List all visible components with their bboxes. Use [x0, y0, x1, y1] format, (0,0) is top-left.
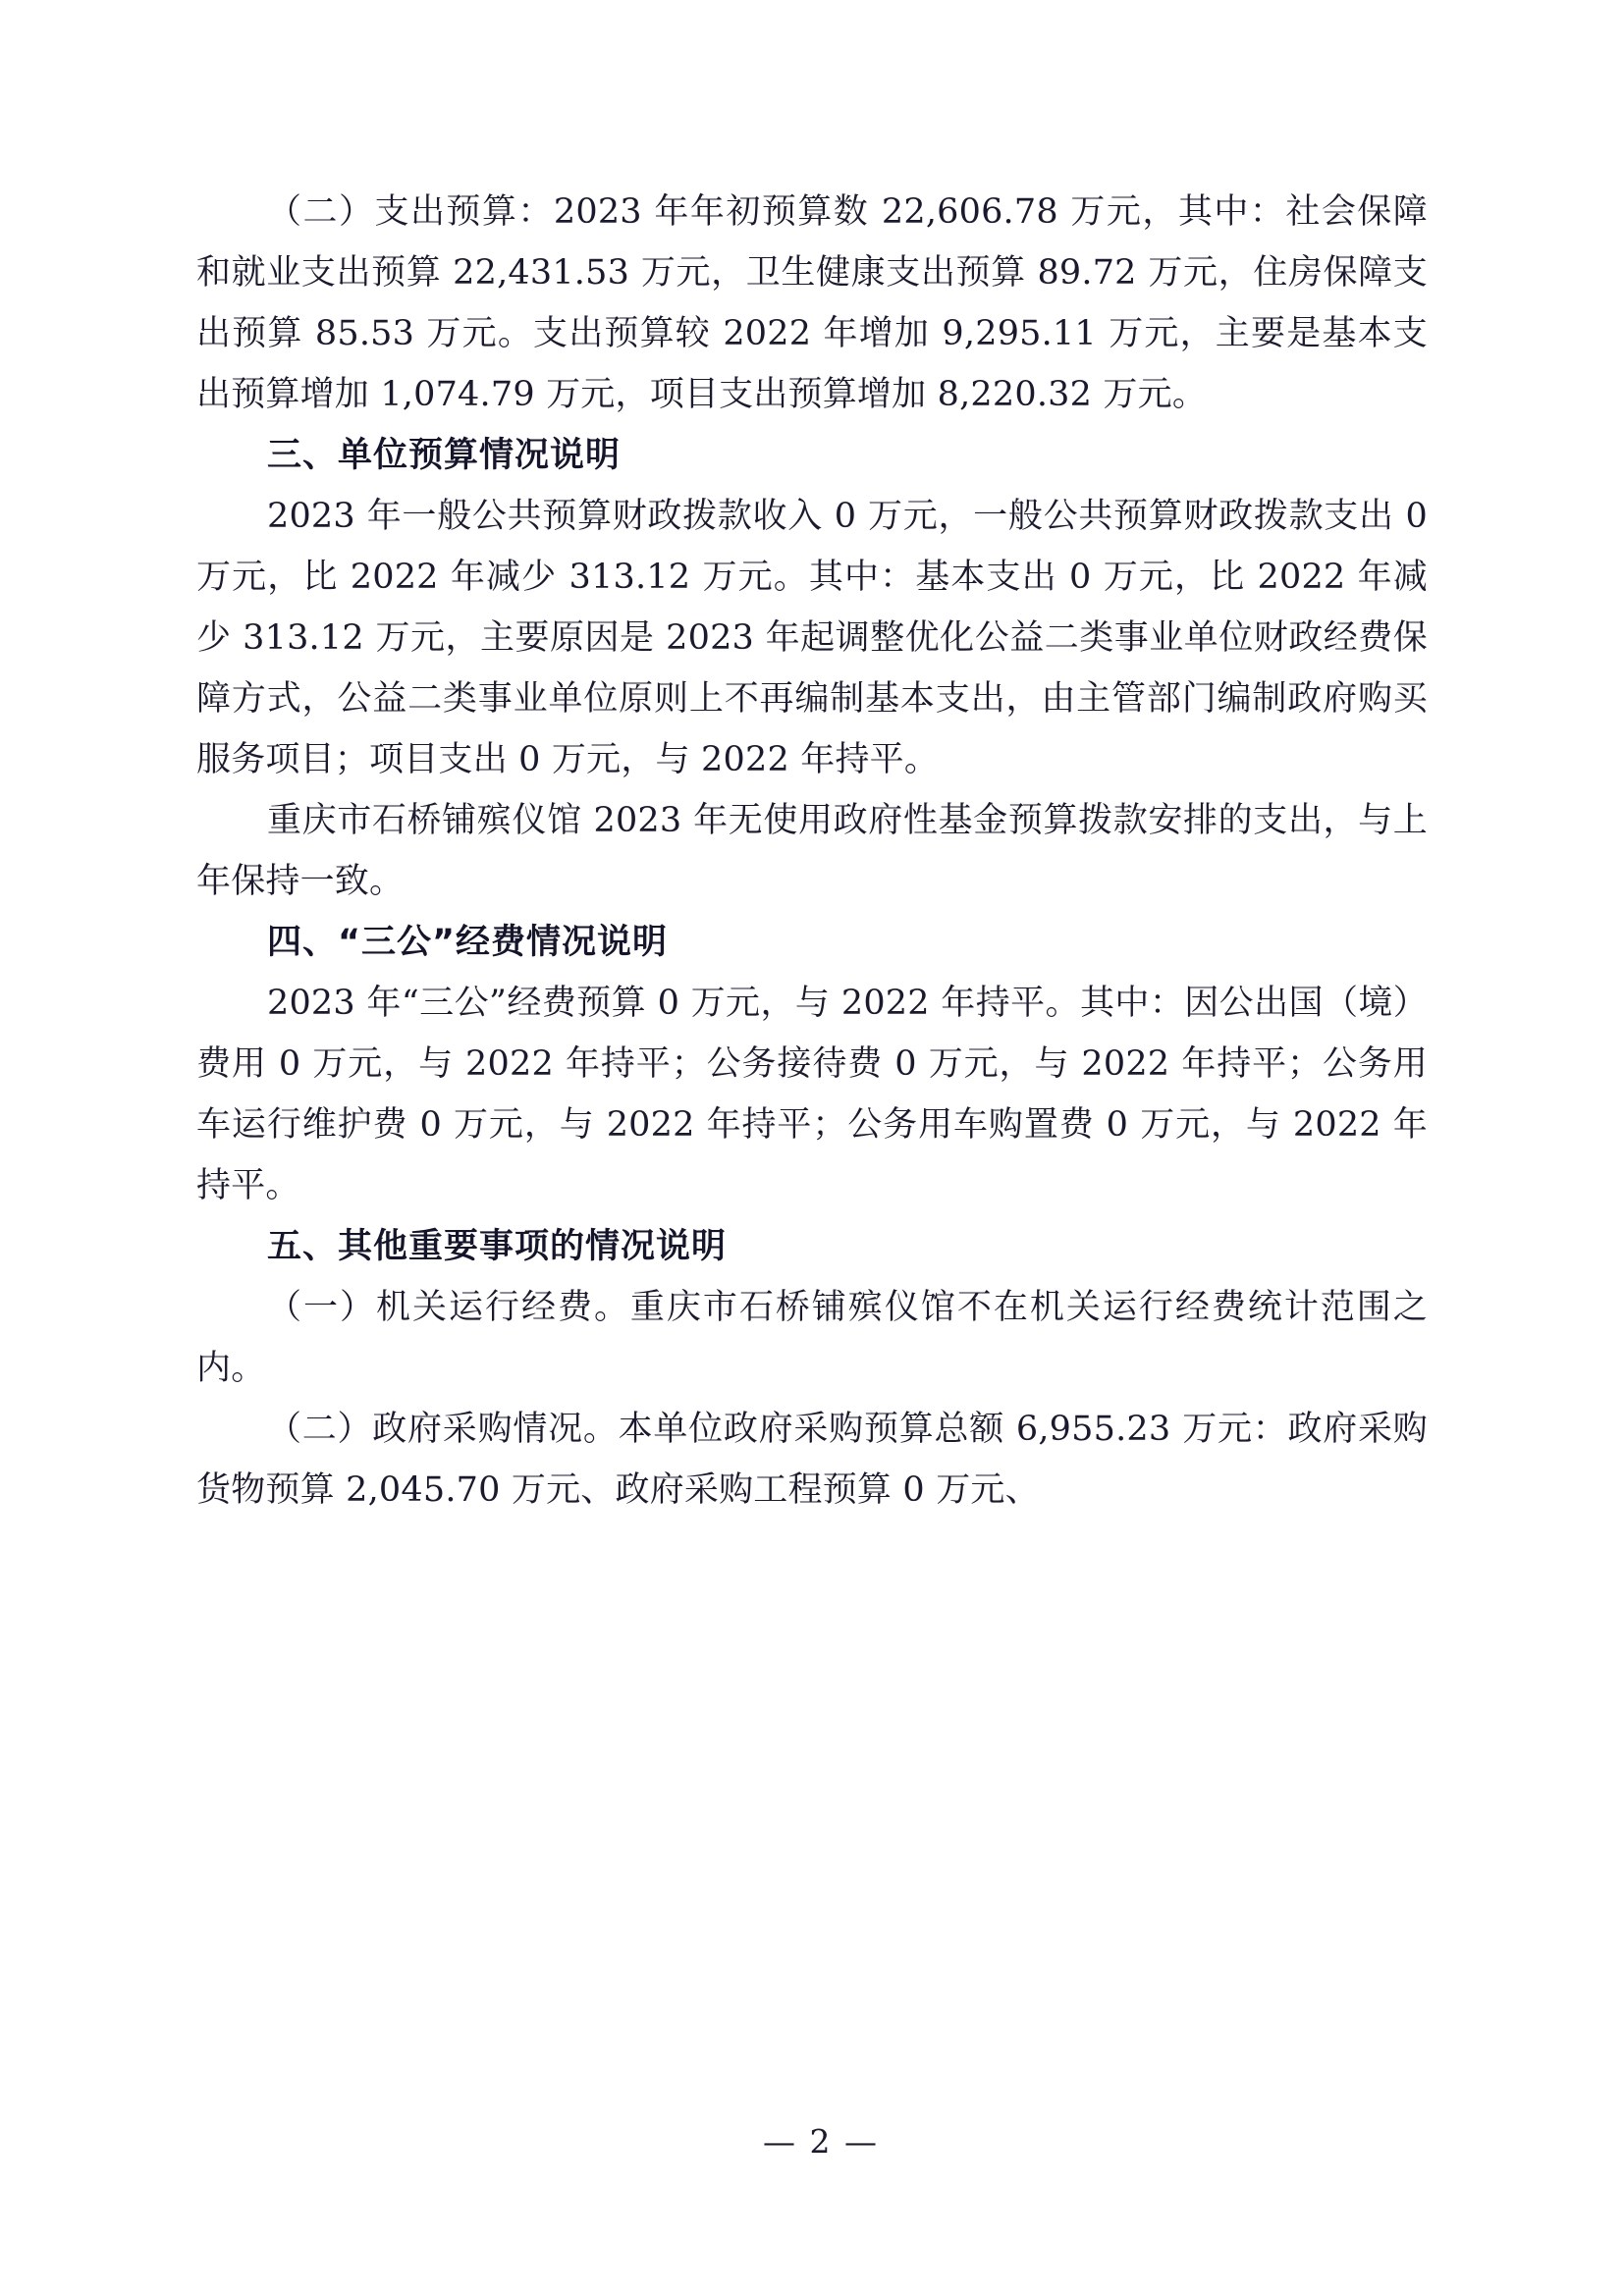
paragraph-agency-operating-expenses: （一）机关运行经费。重庆市石桥铺殡仪馆不在机关运行经费统计范围之内。: [196, 1288, 1428, 1388]
paragraph-three-public-expenses: 2023 年“三公”经费预算 0 万元，与 2022 年持平。其中：因公出国（境）费用 0 万元，与 2022 年持平；公务接待费 0 万元，与 2022 年持平；公务用车运行维护费 0 万元，与 2022 年持平；公务用车购置费 0 万元，与 2022 年持平。: [196, 984, 1428, 1205]
paragraph-government-fund-budget: 重庆市石桥铺殡仪馆 2023 年无使用政府性基金预算拨款安排的支出，与上年保持一致。: [196, 801, 1428, 901]
heading-section-three: 三、单位预算情况说明: [267, 436, 622, 475]
paragraph-general-public-budget: 2023 年一般公共预算财政拨款收入 0 万元，一般公共预算财政拨款支出 0 万元，比 2022 年减少 313.12 万元。其中：基本支出 0 万元，比 2022 年减少 313.12 万元，主要原因是 2023 年起调整优化公益二类事业单位财政经费保障方式，公益二类事业单位原则上不再编制基本支出，由主管部门编制政府购买服务项目；项目支出 0 万元，与 2022 年持平。: [196, 497, 1428, 779]
paragraph-government-procurement: （二）政府采购情况。本单位政府采购预算总额 6,955.23 万元：政府采购货物预算 2,045.70 万元、政府采购工程预算 0 万元、: [196, 1410, 1428, 1510]
heading-section-four: 四、“三公”经费情况说明: [267, 923, 669, 962]
page-number: — 2 —: [763, 2122, 879, 2161]
heading-section-five: 五、其他重要事项的情况说明: [267, 1227, 728, 1266]
document-body: [196, 182, 1428, 1521]
page-footer: [0, 2122, 1624, 2161]
paragraph-expenditure-budget: （二）支出预算：2023 年年初预算数 22,606.78 万元，其中：社会保障和就业支出预算 22,431.53 万元，卫生健康支出预算 89.72 万元，住房保障支出预算 85.53 万元。支出预算较 2022 年增加 9,295.11 万元，主要是基本支出预算增加 1,074.79 万元，项目支出预算增加 8,220.32 万元。: [196, 192, 1428, 414]
